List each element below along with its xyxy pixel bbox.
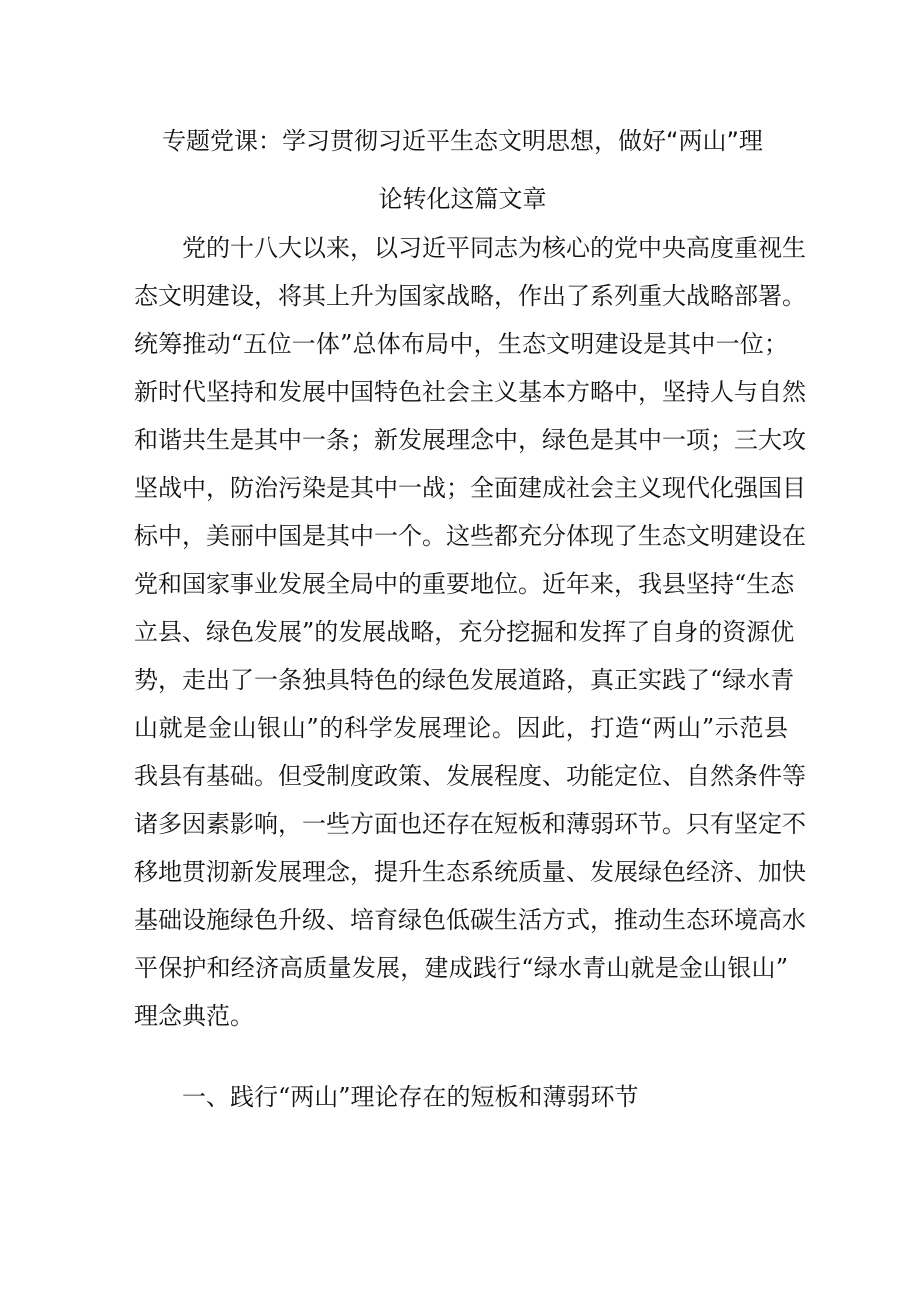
paragraph-line: 山就是金山银山”的科学发展理论。因此，打造“两山”示范县 (134, 714, 788, 742)
section-heading: 一、践行“两山”理论存在的短板和薄弱环节 (182, 1083, 639, 1111)
document-title (150, 112, 775, 228)
paragraph-line: 和谐共生是其中一条；新发展理念中，绿色是其中一项；三大攻 (134, 426, 806, 454)
paragraph-line: 坚战中，防治污染是其中一战；全面建成社会主义现代化强国目 (134, 474, 806, 502)
paragraph-line: 基础设施绿色升级、培育绿色低碳生活方式，推动生态环境高水 (134, 906, 806, 934)
paragraph-line: 势，走出了一条独具特色的绿色发展道路，真正实践了“绿水青 (134, 666, 795, 694)
paragraph-line: 立县、绿色发展”的发展战略，充分挖掘和发挥了自身的资源优 (134, 618, 795, 646)
paragraph-line: 移地贯沏新发展理念，提升生态系统质量、发展绿色经济、加快 (134, 858, 806, 886)
title-line-1: 专题党课：学习贯彻习近平生态文明思想，做好“两山”理 (162, 127, 763, 155)
paragraph-line: 统筹推动“五位一体”总体布局中，生态文明建设是其中一位； (134, 330, 788, 358)
paragraph-line: 理念典范。 (134, 1002, 254, 1030)
intro-paragraph (134, 224, 806, 1040)
paragraph-line: 党的十八大以来，以习近平同志为核心的党中央高度重视生 (182, 234, 806, 262)
paragraph-line: 党和国家事业发展全局中的重要地位。近年来，我县坚持“生态 (134, 570, 795, 598)
paragraph-line: 我县有基础。但受制度政策、发展程度、功能定位、自然条件等 (134, 762, 806, 790)
paragraph-line: 标中，美丽中国是其中一个。这些都充分体现了生态文明建设在 (134, 522, 806, 550)
paragraph-line: 新时代坚持和发展中国特色社会主义基本方略中，坚持人与自然 (134, 378, 806, 406)
paragraph-line: 平保护和经济高质量发展，建成践行“绿水青山就是金山银山” (134, 954, 788, 982)
paragraph-line: 诸多因素影响，一些方面也还存在短板和薄弱环节。只有坚定不 (134, 810, 806, 838)
title-line-2: 论转化这篇文章 (378, 185, 547, 213)
paragraph-line: 态文明建设，将其上升为国家战略，作出了系列重大战略部署。 (134, 282, 806, 310)
